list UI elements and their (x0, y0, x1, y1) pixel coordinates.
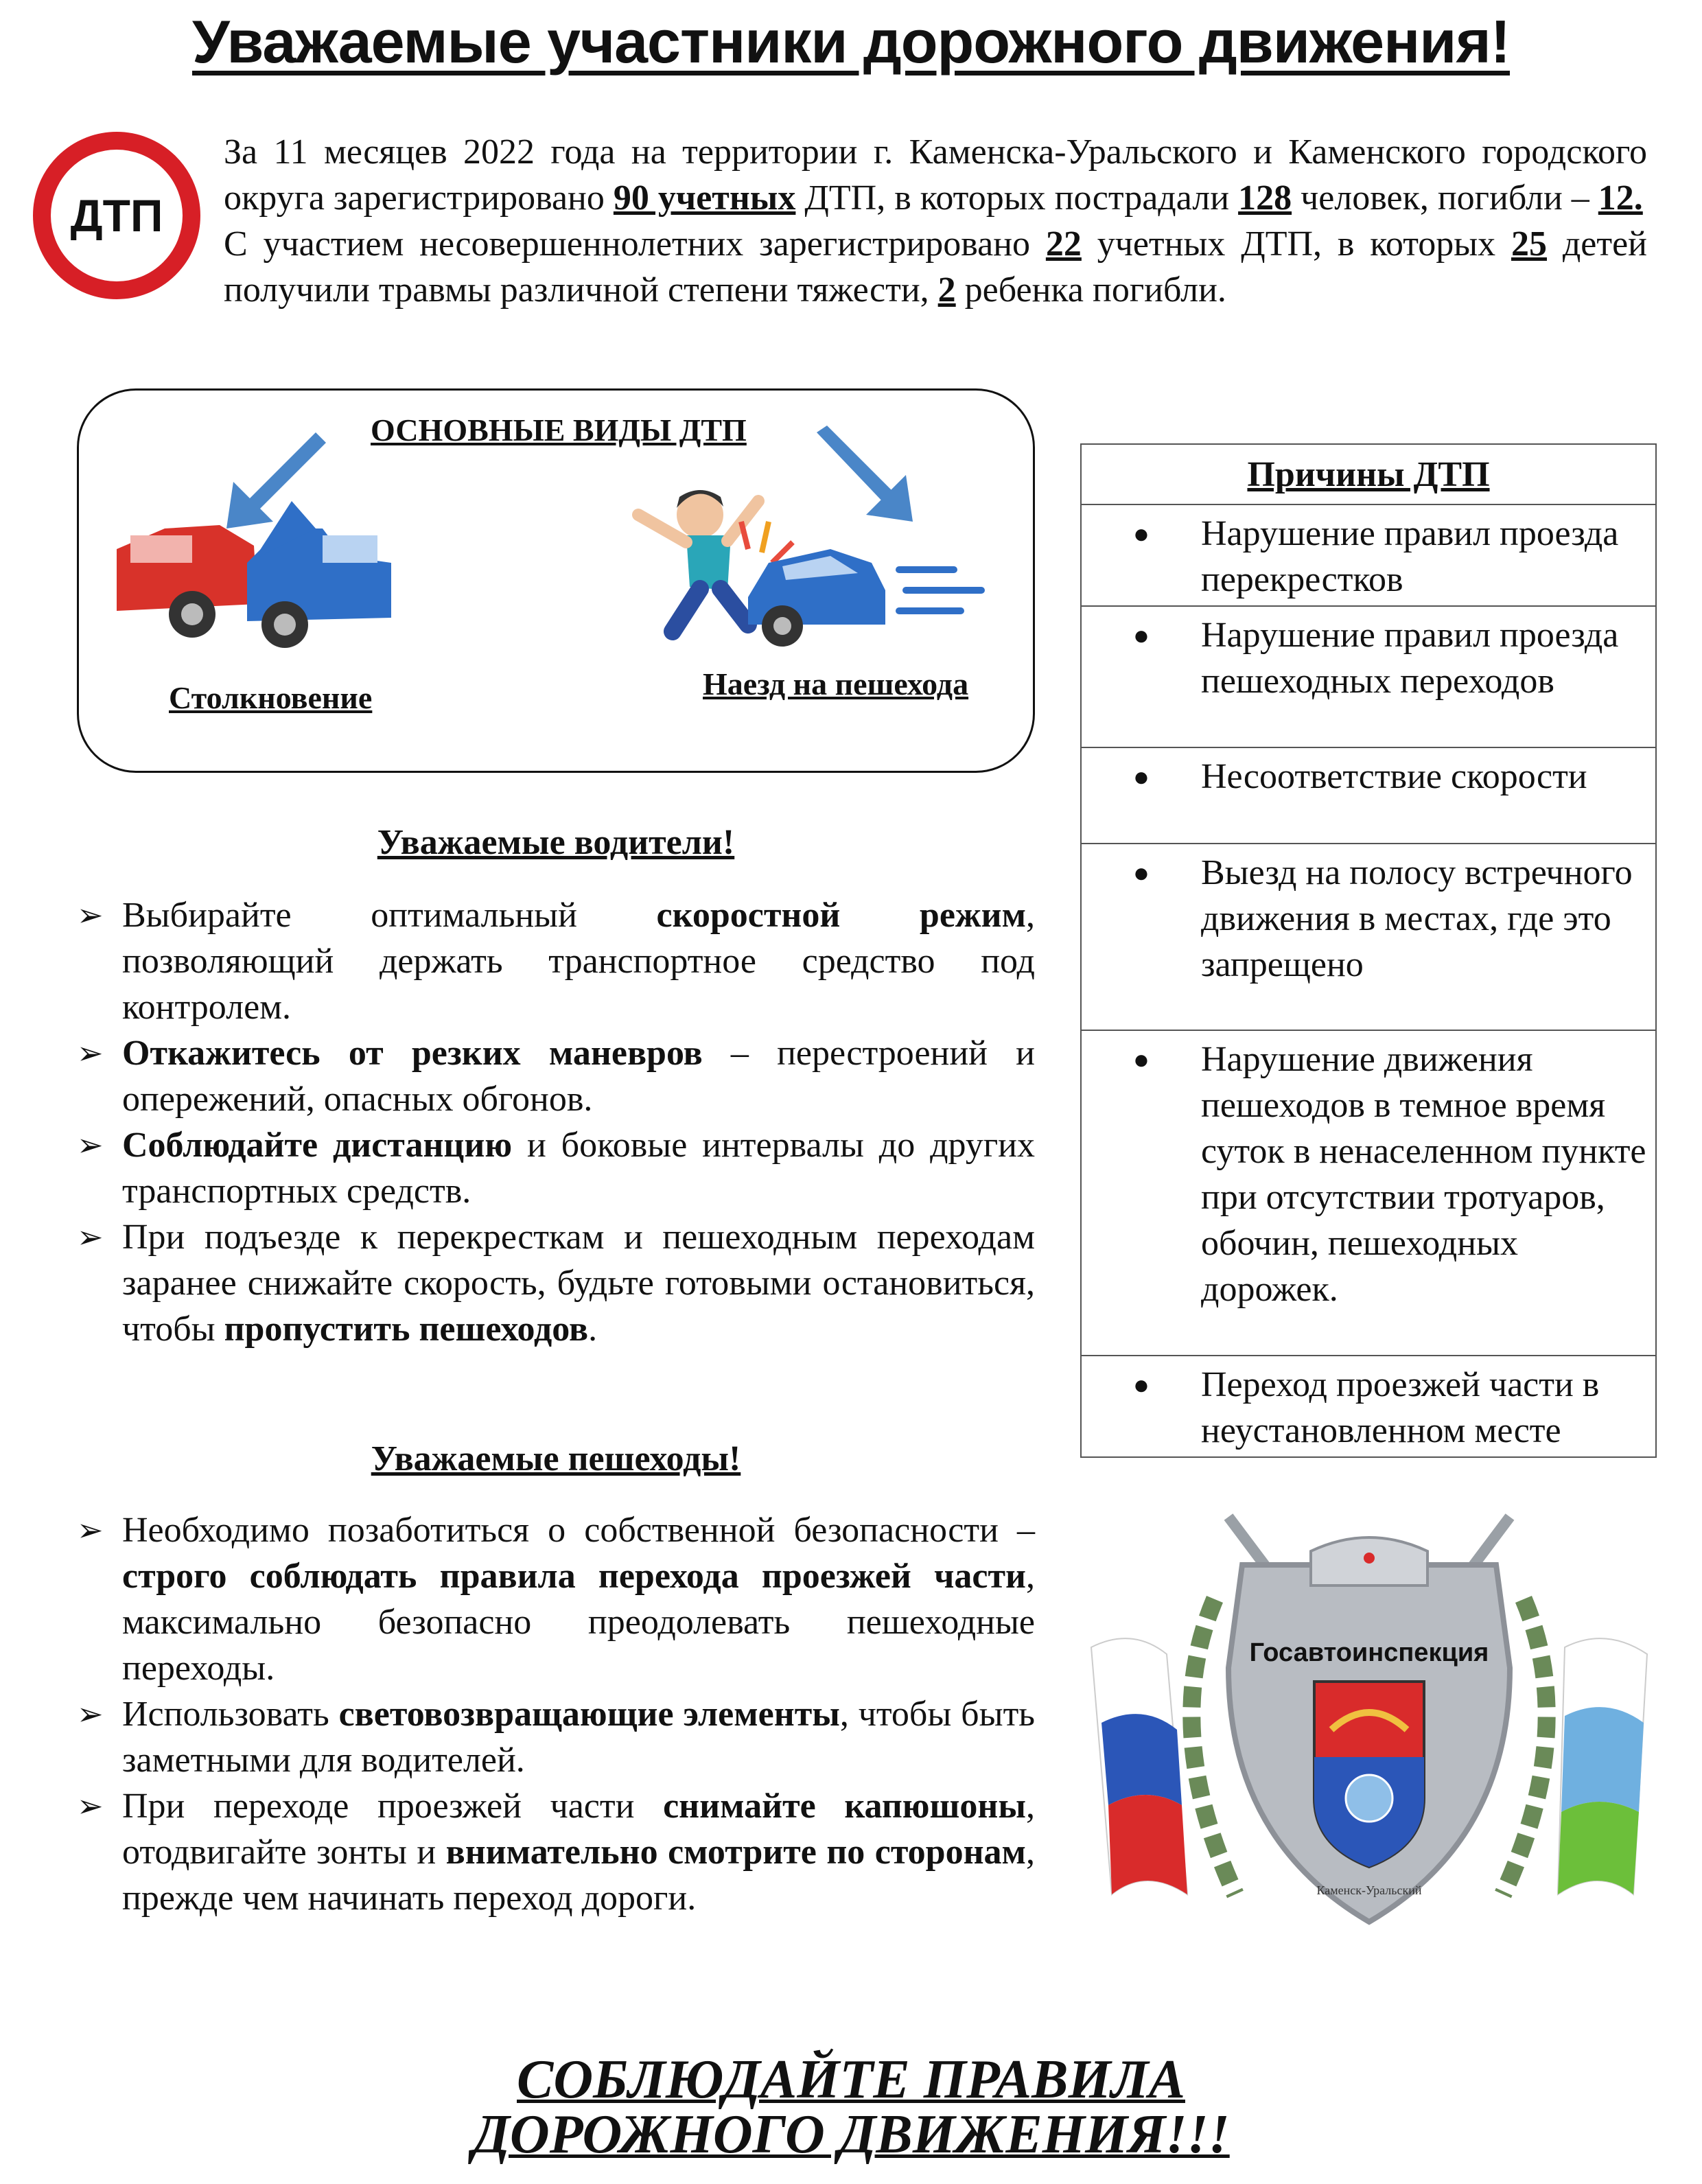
collision-illustration (117, 426, 405, 673)
child-death-count: 2 (937, 270, 956, 310)
arrow-bullet-icon: ➢ (77, 1789, 104, 1824)
cause-text: Нарушение движения пешеходов в темное время суток в ненаселенном пункте при отсутствии тротуаров, обочин, пешеходных дорожек. (1201, 1040, 1646, 1309)
collision-label: Столкновение (169, 680, 373, 715)
item-text: , максимально безопасно преодолевать пешеходные переходы. (122, 1557, 1035, 1688)
cause-row (1081, 1030, 1656, 1356)
accident-types-title: ОСНОВНЫЕ ВИДЫ ДТП (371, 413, 747, 448)
footer-line-2: ДОРОЖНОГО ДВИЖЕНИЯ!!! (472, 2104, 1230, 2165)
pedestrians-heading: Уважаемые пешеходы! (371, 1439, 741, 1478)
item-text: Необходимо позаботиться о собственной безопасности – (122, 1511, 1035, 1550)
drivers-list (77, 892, 1035, 1352)
cause-row (1081, 747, 1656, 844)
intro-paragraph-1 (224, 129, 1647, 221)
item-text: , прежде чем начинать переход дороги. (122, 1833, 1035, 1918)
item-emphasis: снимайте капюшоны (663, 1787, 1026, 1826)
bullet-icon: ● (1132, 1369, 1150, 1400)
bullet-icon: ● (1132, 518, 1150, 549)
intro-text-run: учетных ДТП, в которых (1081, 224, 1511, 264)
list-item (77, 1122, 1035, 1214)
intro-paragraph-2 (224, 221, 1647, 313)
blue-car-icon (748, 549, 981, 647)
cause-text: Переход проезжей части в неустановленном месте (1201, 1365, 1600, 1450)
death-count: 12. (1598, 178, 1643, 218)
russian-flag-icon (1091, 1638, 1187, 1894)
item-text: и боковые интервалы до других транспортных средств. (122, 1126, 1035, 1211)
pedestrian-hit-illustration (611, 426, 995, 659)
item-emphasis: Откажитесь от резких маневров (122, 1034, 703, 1073)
item-text: При переходе проезжей части (122, 1787, 664, 1826)
item-text: При подъезде к перекресткам и пешеходным переходам заранее снижайте скорость, будьте готовыми остановиться, чтобы (122, 1218, 1035, 1349)
cause-row (1081, 1356, 1656, 1457)
cause-text: Нарушение правил проезда пешеходных переходов (1201, 616, 1619, 701)
page-title: Уважаемые участники дорожного движения! (191, 8, 1511, 75)
cause-text: Несоответствие скорости (1201, 757, 1587, 796)
arrow-icon (226, 432, 326, 528)
intro-text-run: ребенка погибли. (955, 270, 1226, 310)
bullet-icon: ● (1132, 761, 1150, 792)
cause-row (1081, 844, 1656, 1030)
list-item (77, 1030, 1035, 1122)
item-emphasis: строго соблюдать правила перехода проезжей части (122, 1557, 1026, 1596)
regional-flag-icon (1558, 1638, 1647, 1894)
item-emphasis: внимательно смотрите по сторонам (445, 1833, 1026, 1872)
accident-count: 90 учетных (613, 178, 796, 218)
cause-text: Нарушение правил проезда перекрестков (1201, 514, 1619, 599)
causes-table (1080, 443, 1657, 1458)
arrow-bullet-icon: ➢ (77, 1128, 104, 1163)
causes-table-header: Причины ДТП (1081, 444, 1656, 504)
pedestrians-list (77, 1507, 1035, 1921)
intro-text-run: За 11 месяцев 2022 года на территории г. Каменска-Уральского и Каменского городского округа зарегистрировано (224, 132, 1647, 218)
blue-car-icon (247, 501, 391, 648)
pedestrian-icon (638, 490, 758, 631)
red-car-icon (117, 525, 257, 638)
arrow-bullet-icon: ➢ (77, 1513, 104, 1548)
intro-text-run: С участием несовершеннолетних зарегистрировано (224, 224, 1046, 264)
footer-line-1: СОБЛЮДАЙТЕ ПРАВИЛА (517, 2049, 1185, 2110)
arrow-icon (817, 426, 913, 522)
coat-of-arms-icon (1314, 1682, 1424, 1867)
cause-text: Выезд на полосу встречного движения в местах, где это запрещено (1201, 853, 1633, 984)
drivers-heading: Уважаемые водители! (377, 823, 735, 862)
item-text: Использовать (122, 1695, 339, 1734)
item-text: – перестроений и опережений, опасных обгонов. (122, 1034, 1036, 1119)
cause-row (1081, 504, 1656, 606)
list-item (77, 1214, 1035, 1352)
item-emphasis: пропустить пешеходов (224, 1310, 589, 1349)
list-item (77, 892, 1035, 1030)
footer-slogan (0, 2049, 1702, 2165)
dtp-sign-icon (33, 132, 200, 299)
intro-text (224, 129, 1647, 313)
item-text: , отодвигайте зонты и (122, 1787, 1035, 1872)
intro-text-run: человек, погибли – (1292, 178, 1598, 218)
child-injured-count: 25 (1511, 224, 1547, 264)
impact-lines-icon (741, 522, 793, 563)
list-item (77, 1783, 1035, 1921)
emblem-city: Каменск-Уральский (1316, 1883, 1422, 1897)
item-emphasis: скоростной режим (656, 896, 1026, 935)
arrow-bullet-icon: ➢ (77, 1220, 104, 1255)
child-accident-count: 22 (1045, 224, 1082, 264)
item-emphasis: световозвращающие элементы (338, 1695, 840, 1734)
emblem-label: Госавтоинспекция (1249, 1638, 1489, 1667)
item-text: . (588, 1310, 598, 1349)
list-item (77, 1507, 1035, 1691)
item-text: Выбирайте оптимальный (122, 896, 657, 935)
pedestrian-hit-label: Наезд на пешехода (703, 666, 969, 701)
bullet-icon: ● (1132, 857, 1150, 888)
dtp-sign-text: ДТП (70, 190, 163, 241)
intro-text-run: ДТП, в которых пострадали (795, 178, 1239, 218)
cause-row (1081, 606, 1656, 747)
bullet-icon: ● (1132, 620, 1150, 651)
list-item (77, 1691, 1035, 1783)
traffic-police-emblem (1084, 1510, 1654, 1949)
arrow-bullet-icon: ➢ (77, 898, 104, 933)
bullet-icon: ● (1132, 1044, 1150, 1075)
item-emphasis: Соблюдайте дистанцию (122, 1126, 513, 1165)
item-text: , чтобы быть заметными для водителей. (122, 1695, 1036, 1780)
intro-text-run: детей получили травмы различной степени тяжести, (224, 224, 1647, 310)
injured-count: 128 (1238, 178, 1292, 218)
arrow-bullet-icon: ➢ (77, 1036, 104, 1071)
arrow-bullet-icon: ➢ (77, 1697, 104, 1732)
item-text: , позволяющий держать транспортное средство под контролем. (122, 896, 1035, 1027)
